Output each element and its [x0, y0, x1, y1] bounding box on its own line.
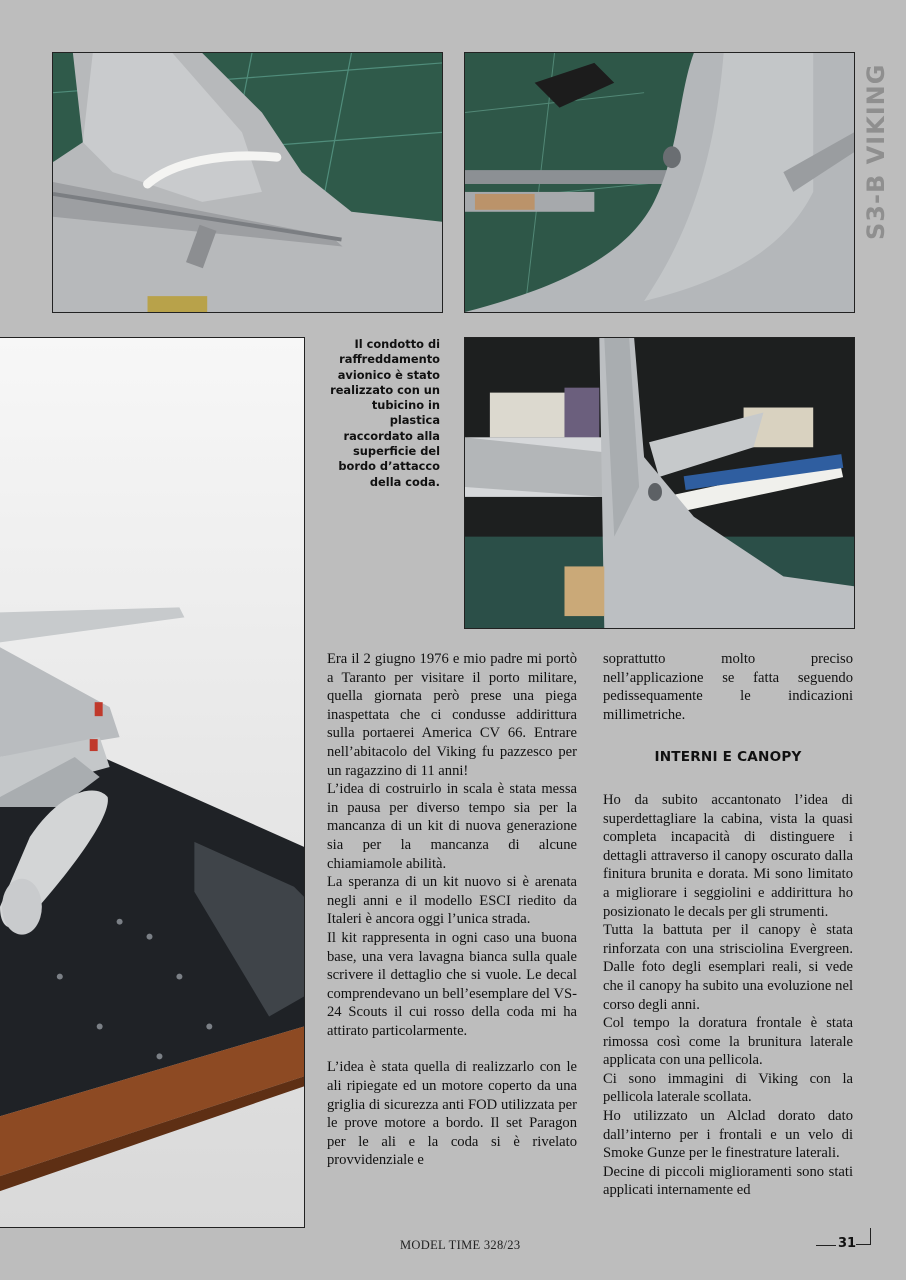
paragraph: Decine di piccoli miglioramenti sono stati applicati internamente ed [603, 1163, 853, 1199]
page-number: 31 [838, 1236, 857, 1251]
article-column-right [603, 650, 853, 1200]
paragraph: Il kit rappresenta in ogni caso una buona base, una vera lavagna bianca sulla quale scrivere il dettaglio che si vuole. Le decal comprendevano un bell’esemplare del VS-24 Scouts il cui rosso della coda mi ha attirato particolarmente. [327, 929, 577, 1039]
series-title: S3-B VIKING [862, 63, 890, 240]
paragraph: L’idea di costruirlo in scala è stata messa in pausa per diverso tempo sia per la mancanza di un kit di nuova generazione sia per la mancanza di alcune chiamiamole abilità. [327, 781, 577, 872]
footer-rule [816, 1245, 836, 1246]
paragraph: Ho da subito accantonato l’idea di superdettagliare la cabina, vista la quasi completa incapacità di distinguere i dettagli attraverso il canopy oscurato dalla finitura brunita e dorata. Mi sono limitato a migliorare i seggiolini e addirittura ho posizionato le decals per gli strumenti. [603, 791, 853, 920]
photo-caption: Il condotto di raffreddamento avionico è stato realizzato con un tubicino in plastica raccordato alla superficie del bordo d’attacco della coda. [330, 337, 440, 489]
paragraph: Ho utilizzato un Alclad dorato dato dall’interno per i frontali e un velo di Smoke Gunze per le finestrature laterali. [603, 1108, 853, 1162]
paragraph: La speranza di un kit nuovo si è arenata negli anni e il modello ESCI riedito da Italeri è ancora oggi l’unica strada. [327, 874, 577, 928]
section-heading: INTERNI E CANOPY [654, 749, 802, 766]
photo-model-deck [0, 337, 305, 1228]
article-column-left [327, 650, 577, 1170]
paragraph: Ci sono immagini di Viking con la pellicola laterale scollata. [603, 1070, 853, 1106]
paragraph: soprattutto molto preciso nell’applicazione se fatta seguendo pedissequamente le indicazioni millimetriche. [603, 651, 853, 723]
photo-tail-duct [52, 52, 443, 313]
paragraph: Col tempo la doratura frontale è stata rimossa così come la brunitura laterale applicata con una pellicola. [603, 1015, 853, 1069]
paragraph: Tutta la battuta per il canopy è stata rinforzata con una strisciolina Evergreen. Dalle foto degli esemplari reali, si vede che il canopy ha subito una evoluzione nel corso degli anni. [603, 922, 853, 1013]
magazine-issue: MODEL TIME 328/23 [400, 1238, 521, 1252]
paragraph: Era il 2 giugno 1976 e mio padre mi portò a Taranto per visitare il porto militare, quella giornata però prese una piega inaspettata che ci condusse addirittura sulla portaerei America CV 66. Entrare nell’abitacolo del Viking fu pazzesco per un ragazzino di 11 anni! [327, 651, 577, 779]
photo-tail-close [464, 52, 855, 313]
corner-mark [856, 1228, 871, 1245]
photo-tail-workbench [464, 337, 855, 629]
paragraph: L’idea è stata quella di realizzarlo con le ali ripiegate ed un motore coperto da una griglia di sicurezza anti FOD utilizzata per le prove motore a bordo. Il set Paragon per le ali e la coda si è rivelato provvidenziale e [327, 1059, 577, 1169]
